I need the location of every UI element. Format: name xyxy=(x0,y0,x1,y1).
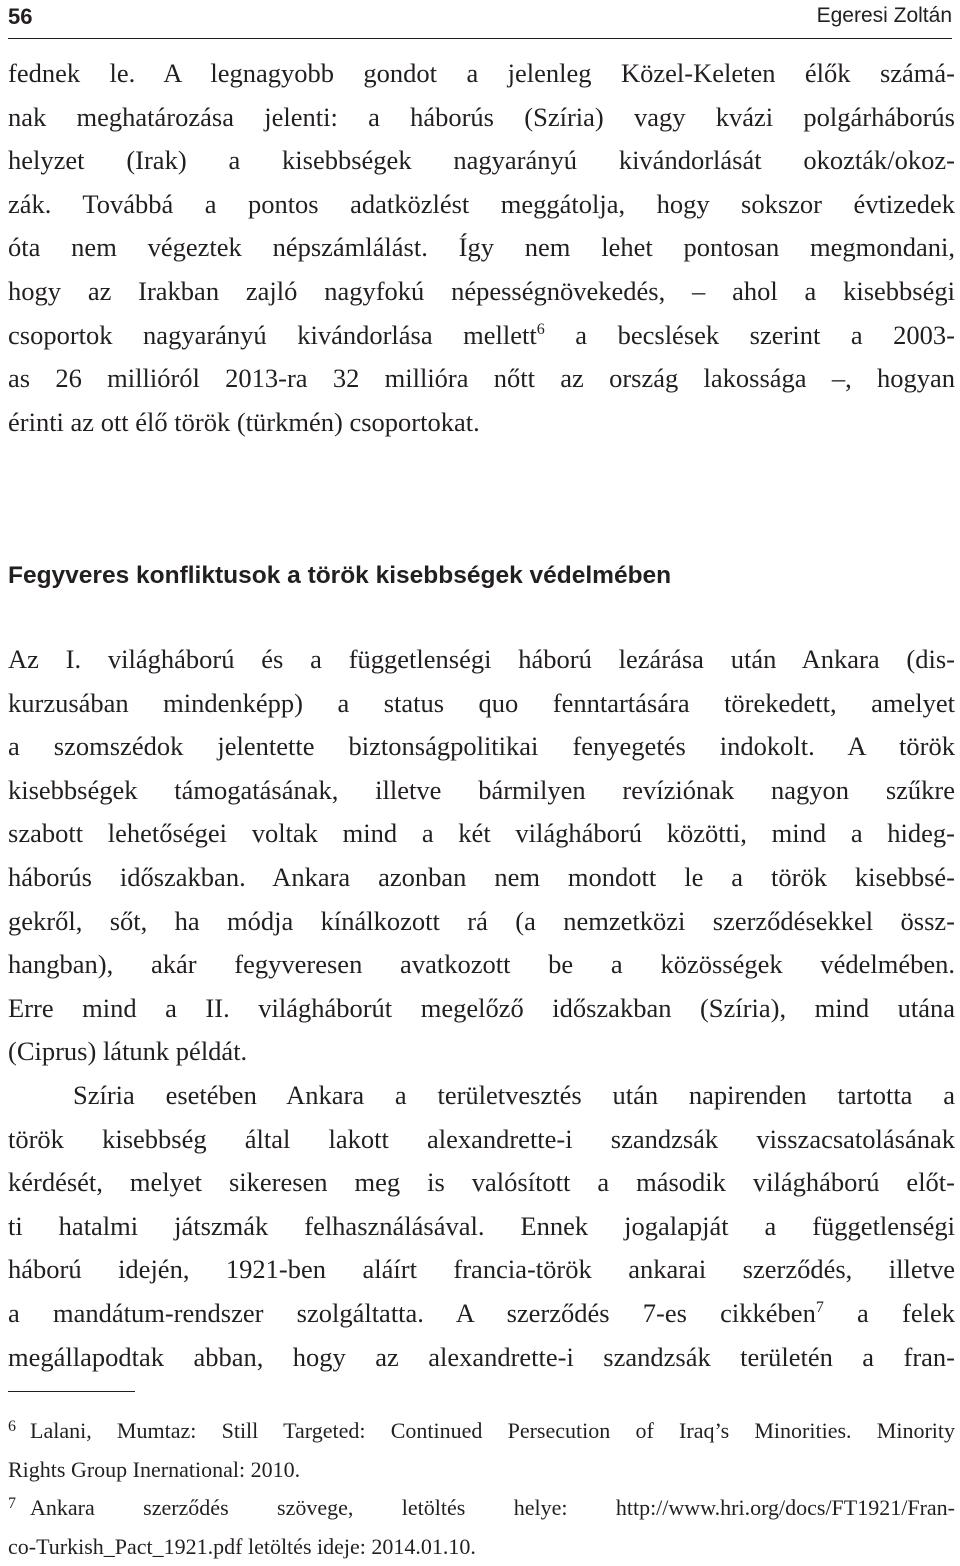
footnote-6-line: $^6$ Lalani, Mumtaz: Still Targeted: Continued Persecution of Iraq’s Minorities. Minority xyxy=(8,1412,955,1451)
paragraph-1 xyxy=(8,52,955,444)
text-line: zák. Továbbá a pontos adatközlést meggátolja, hogy sokszor évtizedek xyxy=(8,183,955,227)
text-line: Erre mind a II. világháborút megelőző időszakban (Szíria), mind utána xyxy=(8,987,955,1031)
text-line: háborús időszakban. Ankara azonban nem mondott le a török kisebbsé- xyxy=(8,856,955,900)
page-number: 56 xyxy=(8,4,32,30)
text-line: kisebbségek támogatásának, illetve bármilyen revíziónak nagyon szűkre xyxy=(8,769,955,813)
text-line: háború idején, 1921-ben aláírt francia-török ankarai szerződés, illetve xyxy=(8,1248,955,1292)
text-line: Az I. világháború és a függetlenségi háború lezárása után Ankara (dis- xyxy=(8,638,955,682)
text-line: hangban), akár fegyveresen avatkozott be a közösségek védelmében. xyxy=(8,943,955,987)
text-line: kurzusában mindenképp) a status quo fenntartására törekedett, amelyet xyxy=(8,682,955,726)
footnote-separator xyxy=(8,1391,135,1392)
text-line: hogy az Irakban zajló nagyfokú népességnövekedés, – ahol a kisebbségi xyxy=(8,270,955,314)
text-line: csoportok nagyarányú kivándorlása mellett$^6$ a becslések szerint a 2003- xyxy=(8,314,955,358)
text-line: (Ciprus) látunk példát. xyxy=(8,1030,955,1074)
running-head-author: Egeresi Zoltán xyxy=(817,4,952,28)
text-line: Szíria esetében Ankara a területvesztés után napirenden tartotta a xyxy=(8,1074,955,1118)
paragraph-2 xyxy=(8,638,955,1074)
text-line: nak meghatározása jelenti: a háborús (Szíria) vagy kvázi polgárháborús xyxy=(8,96,955,140)
footnote-6-line: Rights Group Inernational: 2010. xyxy=(8,1451,955,1490)
text-line: helyzet (Irak) a kisebbségek nagyarányú kivándorlását okozták/okoz- xyxy=(8,139,955,183)
paragraph-3 xyxy=(8,1074,955,1379)
text-line: érinti az ott élő török (türkmén) csoportokat. xyxy=(8,401,955,445)
footnote-ref-6: 6 xyxy=(537,321,545,338)
text-line: as 26 millióról 2013-ra 32 millióra nőtt az ország lakossága –, hogyan xyxy=(8,357,955,401)
section-heading: Fegyveres konfliktusok a török kisebbségek védelmében xyxy=(8,562,671,590)
text-line: a mandátum-rendszer szolgáltatta. A szerződés 7-es cikkében$^7$ a felek xyxy=(8,1292,955,1336)
footnote-number: 6 xyxy=(8,1418,16,1435)
page-header xyxy=(8,0,952,39)
text-line: gekről, sőt, ha módja kínálkozott rá (a nemzetközi szerződésekkel össz- xyxy=(8,900,955,944)
footnote-7-line: co-Turkish_Pact_1921.pdf letöltés ideje: 2014.01.10. xyxy=(8,1528,955,1566)
text-line: szabott lehetőségei voltak mind a két világháború közötti, mind a hideg- xyxy=(8,812,955,856)
text-line: ti hatalmi játszmák felhasználásával. Ennek jogalapját a függetlenségi xyxy=(8,1205,955,1249)
footnote-7-line: $^7$ Ankara szerződés szövege, letöltés helye: http://www.hri.org/docs/FT1921/Fran- xyxy=(8,1489,955,1528)
footnotes xyxy=(8,1412,955,1566)
text-line: megállapodtak abban, hogy az alexandrette-i szandzsák területén a fran- xyxy=(8,1336,955,1380)
text-line: fednek le. A legnagyobb gondot a jelenleg Közel-Keleten élők számá- xyxy=(8,52,955,96)
footnote-ref-7: 7 xyxy=(816,1299,824,1316)
text-line: kérdését, melyet sikeresen meg is valósított a második világháború előt- xyxy=(8,1161,955,1205)
footnote-number: 7 xyxy=(8,1495,16,1512)
text-line: óta nem végeztek népszámlálást. Így nem lehet pontosan megmondani, xyxy=(8,226,955,270)
text-line: török kisebbség által lakott alexandrette-i szandzsák visszacsatolásának xyxy=(8,1118,955,1162)
text-line: a szomszédok jelentette biztonságpolitikai fenyegetés indokolt. A török xyxy=(8,725,955,769)
